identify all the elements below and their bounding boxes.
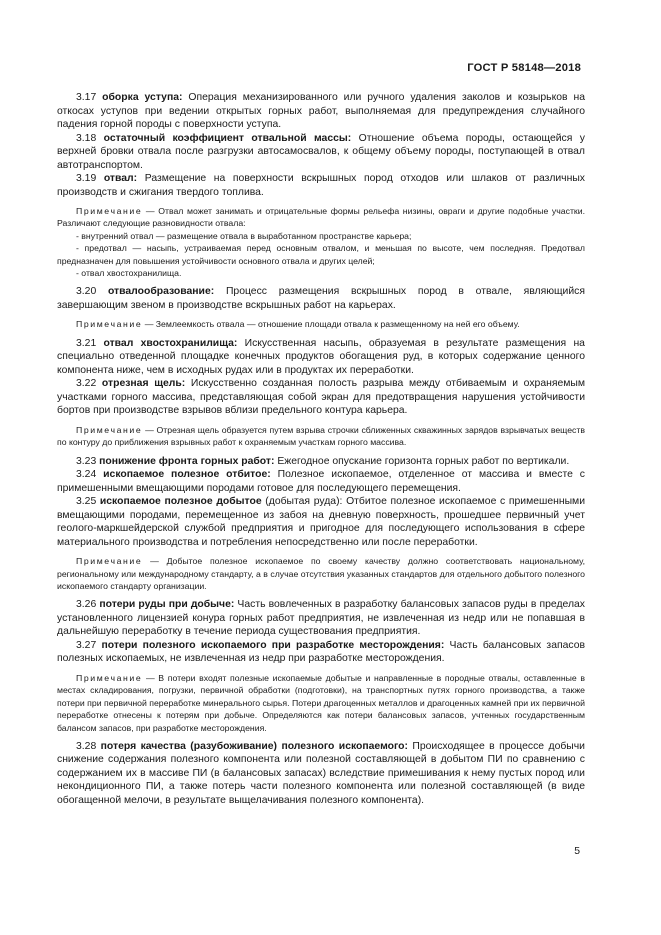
- note-text: — Отвал может занимать и отрицательные формы рельефа низины, овраги и другие подобные участки. Различают следующие разновидности отвала:: [57, 206, 585, 229]
- note-text: — Добытое полезное ископаемое по своему качеству должно соответствовать национальному, региональному или международному стандарту, а в случае отсутствия указанных стандартов для отдельного добытого полезного ископаемого стандарту организации.: [57, 556, 585, 591]
- term-name: потери руды при добыче:: [99, 599, 235, 611]
- note-label: Примечание: [76, 556, 143, 567]
- term-text: (добытая руда): Отбитое полезное ископаемое с примешенными вмещающими породами, перемещенное из забоя на дневную поверхность, прошедшее первичный учет геолого-маркшейдерской службой предприятия и пригодное для последующего использования в сфере материального производства и потребления непосредственно или после переработки.: [57, 496, 585, 548]
- term-definition-3.19: [57, 172, 585, 199]
- term-definition-3.17: [57, 91, 585, 132]
- note-label: Примечание: [76, 672, 143, 683]
- term-name: остаточный коэффициент отвальной массы:: [103, 132, 352, 144]
- term-number: 3.24: [76, 469, 104, 481]
- term-text: Ежегодное опускание горизонта горных работ по вертикали.: [274, 455, 570, 467]
- term-definition-3.28: [57, 740, 585, 808]
- list-item: - отвал хвостохранилища.: [76, 268, 182, 279]
- term-text: Искусственная насыпь, образуемая в результате размещения на специально отведенной площадке конечных продуктов обогащения руд, в которых содержание ценного компонента ниже, чем в исходных рудах или в продуктах их переработки.: [57, 337, 585, 376]
- standard-number: ГОСТ Р 58148—2018: [467, 62, 581, 74]
- term-name: отвалообразование:: [107, 286, 215, 298]
- term-text: Отношение объема породы, остающейся у верхней бровки отвала после разгрузки автосамосвалов, к общему объему породы, поступающей в отвал автотранспортом.: [57, 132, 585, 171]
- term-number: 3.19: [76, 173, 104, 184]
- term-name: отрезная щель:: [101, 378, 186, 390]
- term-definition-3.25: [57, 495, 585, 549]
- note: [57, 672, 585, 734]
- page-number: 5: [574, 846, 580, 857]
- page-body: [57, 91, 585, 807]
- term-text: Полезное ископаемое, отделенное от массива и вместе с примешенными вмещающими породами готовое для последующего перемещения.: [57, 469, 585, 494]
- note-text: — Землеемкость отвала — отношение площади отвала к размещенному на ней его объему.: [142, 319, 520, 330]
- term-number: 3.21: [76, 337, 104, 349]
- term-name: отвал:: [103, 173, 138, 184]
- term-text: Процесс размещения вскрышных пород в отвале, являющийся завершающим звеном в производстве вскрышных работ на карьерах.: [57, 286, 585, 311]
- term-definition-3.20: [57, 285, 585, 312]
- list-item: - предотвал — насыпь, устраиваемая перед основным отвалом, и меньшая по высоте, чем последняя. Предотвал предназначен для повышения устойчивости основного отвала и других целей;: [57, 243, 585, 266]
- note-text: — В потери входят полезные ископаемые добытые и направленные в породные отвалы, оставленные в местах складирования, погрузки, первичной обработки (подготовки), на транспортных путях горного производства, а также потери при первичной переработке минерального сырья. Потери драгоценных металлов и драгоценных камней при их первичной переработке отнесены к потерям при добыче. Определяются как потери балансовых запасов, учтенных государственным балансом запасов, при разработке месторождения.: [57, 672, 585, 733]
- term-text: Искусственно созданная полость разрыва между отбиваемым и охраняемым участками горного массива, представляющая собой экран для предотвращения нарушения устойчивости бортов при производстве взрывов вблизи предельного контура карьера.: [57, 378, 585, 417]
- term-text: Размещение на поверхности вскрышных пород отходов или шлаков от различных производств и сжигания твердого топлива.: [57, 173, 585, 198]
- term-definition-3.27: [57, 639, 585, 666]
- term-definition-3.23: [57, 455, 585, 469]
- term-definition-3.24: [57, 468, 585, 495]
- note-label: Примечание: [76, 424, 143, 435]
- term-text: Часть балансовых запасов полезных ископаемых, не извлеченная из недр при разработке месторождения.: [57, 639, 585, 665]
- term-number: 3.18: [76, 132, 104, 144]
- term-name: ископаемое полезное отбитое:: [103, 469, 271, 481]
- term-name: потери полезного ископаемого при разработке месторождения:: [101, 639, 445, 651]
- note-text: — Отрезная щель образуется путем взрыва строчки сближенных скважинных зарядов взрывчатых веществ по контуру до приближения взрывных работ к охраняемым участкам горного массива.: [57, 424, 585, 448]
- note: [57, 555, 585, 592]
- note: [57, 424, 585, 449]
- note: [57, 318, 585, 330]
- term-number: 3.26: [76, 599, 100, 611]
- term-number: 3.28: [76, 740, 101, 752]
- term-number: 3.27: [76, 639, 102, 651]
- term-definition-3.22: [57, 377, 585, 418]
- note-label: Примечание: [76, 206, 143, 216]
- term-name: понижение фронта горных работ:: [99, 455, 275, 467]
- term-name: оборка уступа:: [102, 92, 183, 103]
- term-number: 3.23: [76, 455, 100, 467]
- term-name: ископаемое полезное добытое: [99, 496, 262, 508]
- note-label: Примечание: [76, 319, 143, 330]
- term-definition-3.21: [57, 337, 585, 378]
- list-item: - внутренний отвал — размещение отвала в выработанном пространстве карьера;: [76, 230, 412, 241]
- term-text: Операция механизированного или ручного удаления заколов и козырьков на откосах уступов при ведении открытых горных работ, выполняемая для предупреждения случайного падения горной породы с поверхности уступа.: [57, 92, 585, 130]
- note: [57, 205, 585, 230]
- term-name: потеря качества (разубоживание) полезного ископаемого:: [100, 740, 408, 752]
- term-number: 3.22: [76, 378, 102, 390]
- term-number: 3.17: [76, 92, 103, 103]
- term-number: 3.25: [76, 496, 100, 508]
- term-text: Часть вовлеченных в разработку балансовых запасов руды в пределах установленного лицензией конура горных работ предприятия, не извлеченная из недр или не попавшая в дальнейшую переработку в течение периода существования предприятия.: [57, 599, 585, 638]
- term-definition-3.18: [57, 132, 585, 173]
- term-text: Происходящее в процессе добычи снижение содержания полезного компонента или полезной составляющей в добытом ПИ по сравнению с содержанием их в массиве ПИ (в балансовых запасах) вследствие примешивания к нему пустых пород или некондиционного ПИ, а также потерь части полезного компонента или полезной составляющей (в виде обогащенной мелочи, в результате выщелачивания полезного компонента).: [57, 740, 585, 806]
- term-name: отвал хвостохранилища:: [103, 337, 238, 349]
- term-number: 3.20: [76, 286, 108, 298]
- term-definition-3.26: [57, 598, 585, 639]
